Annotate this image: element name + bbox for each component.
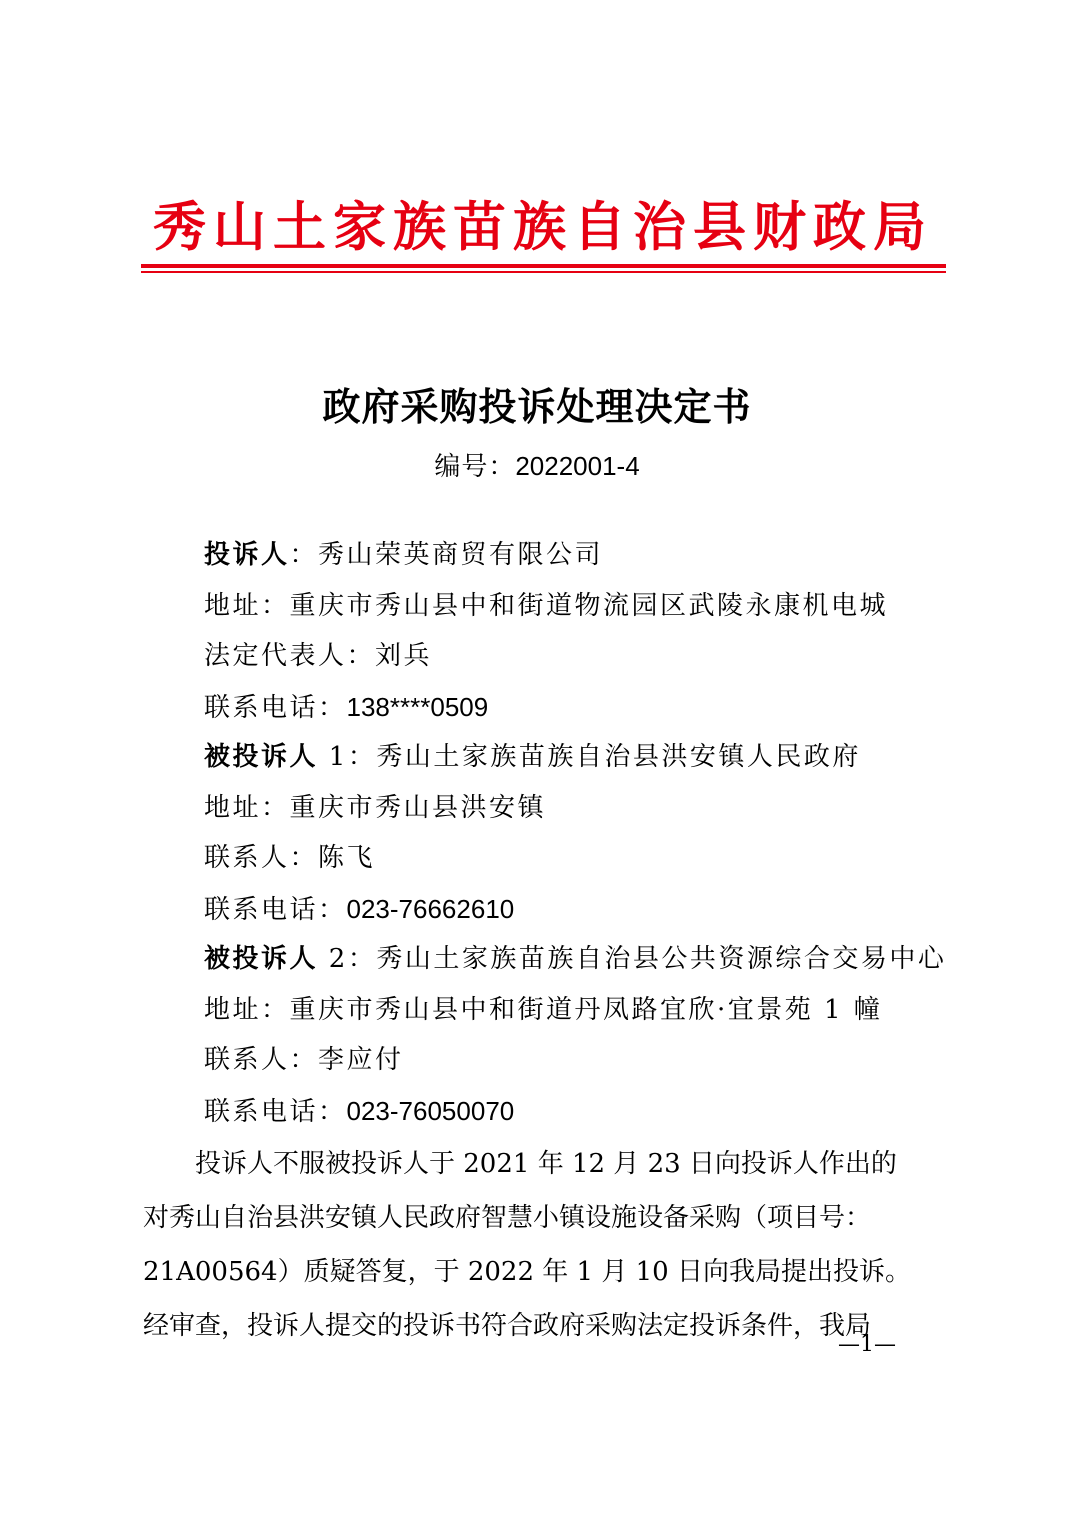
respondent1-phone: 023-76662610 [346,893,515,924]
respondent1-name: ：秀山土家族苗族自治县洪安镇人民政府 [347,742,861,772]
complainant-label: 投诉人 [204,540,290,570]
complainant-phone-label: 联系电话： [204,692,347,723]
respondent2-address: 地址：重庆市秀山县中和街道丹凤路宜欣·宜景苑 1 幢 [204,994,883,1025]
masthead-title: 秀山土家族苗族自治县财政局 [153,196,933,258]
respondent2-name: ：秀山土家族苗族自治县公共资源综合交易中心 [347,944,947,974]
respondent2-contact: 联系人：李应付 [204,1045,404,1075]
respondent2-phone-label: 联系电话： [204,1096,347,1127]
page-number: —1— [838,1332,896,1357]
complainant-phone-line [204,682,964,733]
complainant-line [204,530,964,581]
parties-section [204,530,964,1136]
respondent2-phone: 023-76050070 [346,1095,515,1126]
document-title: 政府采购投诉处理决定书 [322,384,752,429]
respondent2-line [204,934,964,985]
document-number-label: 编号： [434,452,516,482]
respondent1-line [204,732,964,783]
body-line: 21A00564）质疑答复，于 2022 年 1 月 10 日向我局提出投诉。 [143,1257,911,1287]
respondent1-address: 地址：重庆市秀山县洪安镇 [204,792,547,823]
respondent1-index: 1 [318,742,348,772]
respondent1-label: 被投诉人 [204,742,319,772]
respondent1-phone-line [204,884,964,935]
complainant-representative: 法定代表人：刘兵 [204,641,433,671]
respondent2-phone-line [204,1086,964,1137]
masthead-rule-thin [141,271,946,273]
respondent1-contact: 联系人：陈飞 [204,843,376,873]
respondent2-label: 被投诉人 [204,944,319,974]
body-line: 经审查，投诉人提交的投诉书符合政府采购法定投诉条件，我局 [143,1311,872,1341]
masthead-rule-thick [141,264,946,268]
body-paragraph [143,1137,940,1353]
complainant-address: 地址：重庆市秀山县中和街道物流园区武陵永康机电城 [204,590,889,621]
document-number-value: 2022001-4 [515,451,640,481]
body-line: 对秀山自治县洪安镇人民政府智慧小镇设施设备采购（项目号： [143,1203,872,1233]
complainant-name: ：秀山荣英商贸有限公司 [289,540,604,570]
document-number [0,446,1074,487]
respondent2-index: 2 [318,944,348,974]
complainant-phone: 138****0509 [346,691,489,722]
body-line: 投诉人不服被投诉人于 2021 年 12 月 23 日向投诉人作出的 [143,1149,897,1179]
respondent1-phone-label: 联系电话： [204,894,347,925]
